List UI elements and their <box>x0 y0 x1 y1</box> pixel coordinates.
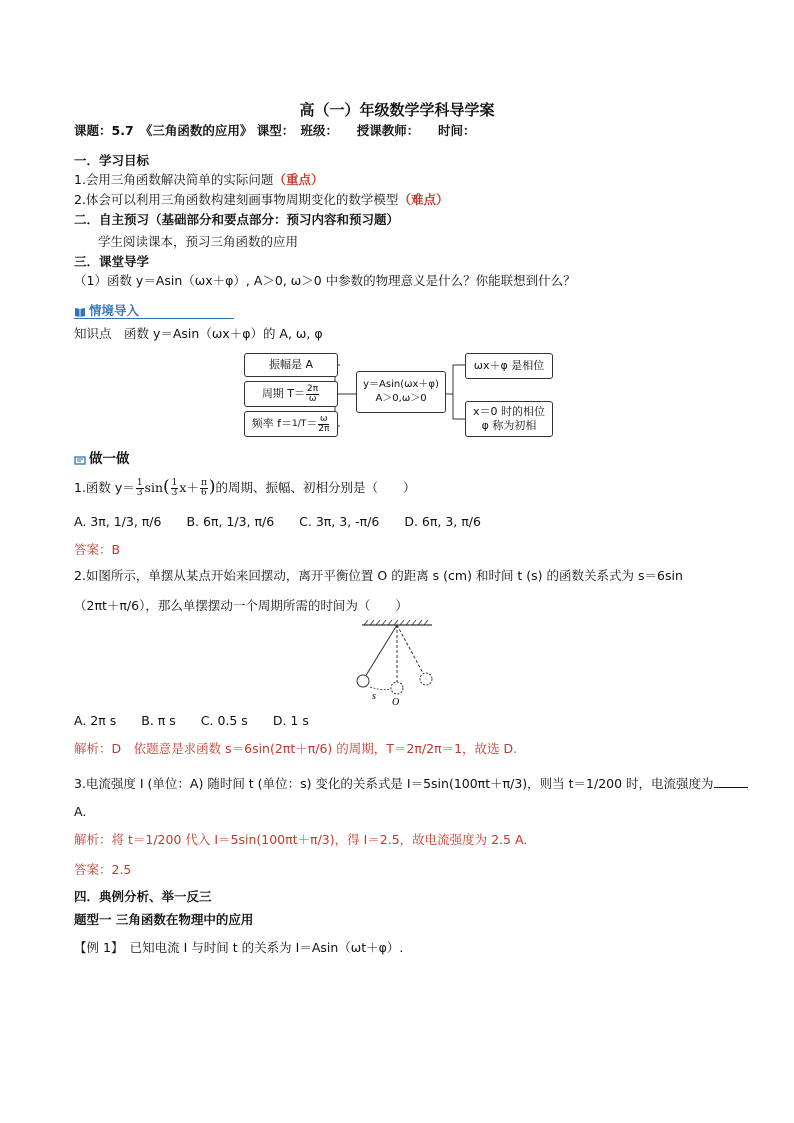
goal-1-text: 1.会用三角函数解决简单的实际问题 <box>74 172 274 187</box>
goal-2-tag: （难点） <box>398 192 449 207</box>
preview-text: 学生阅读课本，预习三角函数的应用 <box>98 234 299 249</box>
type-1-heading: 题型一 三角函数在物理中的应用 <box>74 912 254 927</box>
problem-3-line-1 <box>74 775 748 793</box>
class-heading: 三．课堂导学 <box>74 254 150 269</box>
initial-phase-box <box>465 401 553 437</box>
phase-box: ωx＋φ 是相位 <box>465 353 553 379</box>
book-icon <box>74 307 86 317</box>
init-line-2: φ 称为初相 <box>481 419 537 432</box>
freq-num: ω <box>320 413 328 424</box>
goal-1-tag: （重点） <box>273 172 324 187</box>
center-line-2: A＞0,ω＞0 <box>375 393 427 404</box>
problem-3-answer: 答案：2.5 <box>74 862 132 877</box>
freq-prefix: 频率 f＝ <box>251 417 292 430</box>
problem-1 <box>74 478 416 498</box>
goal-2-text: 2.体会可以利用三角函数构建刻画事物周期变化的数学模型 <box>74 192 399 207</box>
try-it-label: 做一做 <box>89 451 130 467</box>
question-1: （1）函数 y＝Asin（ωx＋φ）, A＞0, ω＞0 中参数的物理意义是什么？你能联想到什么？ <box>74 273 576 288</box>
init-line-1: x＝0 时的相位 <box>472 405 545 418</box>
example-1: 【例 1】 已知电流 I 与时间 t 的关系为 I＝Asin（ωt＋φ）. <box>74 940 404 955</box>
problem-1-suffix: 的周期、振幅、初相分别是（ ） <box>215 480 416 495</box>
page-title: 高（一）年级数学学科导学案 <box>299 101 495 119</box>
freq-mid: 1/T <box>291 419 307 429</box>
try-it <box>74 450 130 468</box>
lesson-info-line: 课题：5.7 《三角函数的应用》 课型： 班级： 授课教师： 时间： <box>74 123 476 138</box>
problem-1-prefix: 1.函数 y＝ <box>74 480 135 495</box>
examples-heading: 四．典例分析、举一反三 <box>74 889 212 904</box>
problem-2-line-2: （2πt＋π/6），那么单摆摆动一个周期所需的时间为（ ） <box>74 598 408 613</box>
center-line-1: y＝Asin(ωx＋φ) <box>363 379 439 390</box>
scene-label: 情境导入 <box>89 303 140 318</box>
period-box <box>244 381 338 407</box>
scene-underline <box>74 318 234 319</box>
goals-heading: 一．学习目标 <box>74 153 150 168</box>
pencil-icon <box>74 455 86 465</box>
period-den: ω <box>308 393 317 404</box>
goal-1 <box>74 171 323 189</box>
amplitude-box: 振幅是 A <box>244 353 338 377</box>
pendulum-figure <box>350 619 440 707</box>
answer-blank[interactable] <box>714 775 748 788</box>
problem-3-line-2: A. <box>74 804 87 819</box>
preview-heading: 二．自主预习（基础部分和要点部分：预习内容和预习题） <box>74 212 400 227</box>
goal-2 <box>74 191 448 209</box>
problem-1-formula: $\frac{1}{3}$ sin( $\frac{1}{3}$ x＋ $\frac{\pi}{6}$ ) <box>136 477 216 498</box>
problem-2-solution: 解析：D 依题意是求函数 s＝6sin(2πt＋π/6) 的周期，T＝2π/2π＝1，故选 D. <box>74 741 518 756</box>
freq-den: 2π <box>318 423 330 434</box>
problem-2-line-1: 2.如图所示，单摆从某点开始来回摆动，离开平衡位置 O 的距离 s (cm) 和时间 t (s) 的函数关系式为 s＝6sin <box>74 568 683 583</box>
period-num: 2π <box>307 383 319 394</box>
problem-1-answer: 答案：B <box>74 542 121 557</box>
concept-diagram <box>240 349 560 439</box>
problem-2-options: A. 2π s B. π s C. 0.5 s D. 1 s <box>74 713 309 728</box>
frequency-box: 频率 f＝ 1/T ＝ $\frac{\omega}{2\pi}$ <box>244 411 338 437</box>
knowledge-point: 知识点 函数 y＝Asin（ωx＋φ）的 A, ω, φ <box>74 326 323 341</box>
problem-3-solution: 解析：将 t＝1/200 代入 I＝5sin(100πt＋π/3)，得 I＝2.5，故电流强度为 2.5 A. <box>74 832 528 847</box>
pendulum-s-label: s <box>372 691 376 702</box>
problem-1-options: A. 3π, 1/3, π/6 B. 6π, 1/3, π/6 C. 3π, 3, -π/6 D. 6π, 3, π/6 <box>74 514 481 529</box>
pendulum-o-label: O <box>392 697 400 707</box>
period-prefix: 周期 T＝ <box>261 387 306 400</box>
center-box <box>356 371 446 413</box>
problem-3-text: 3.电流强度 I (单位：A) 随时间 t (单位：s) 变化的关系式是 I＝5sin(100πt＋π/3)，则当 t＝1/200 时，电流强度为 <box>74 776 714 791</box>
